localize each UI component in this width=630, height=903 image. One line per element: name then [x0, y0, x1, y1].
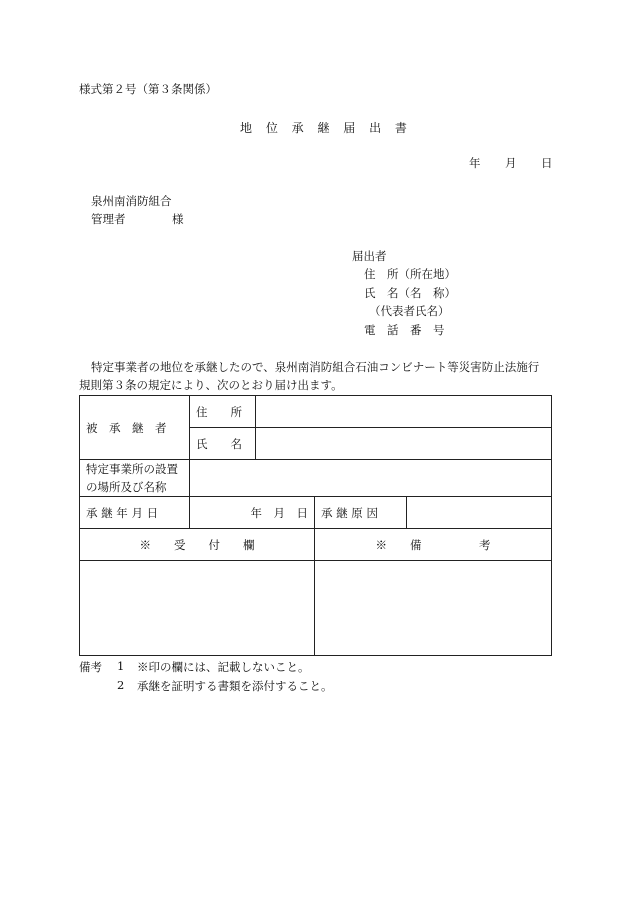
address-label: 住 所	[196, 404, 242, 419]
addressee-honorific: 様	[172, 212, 184, 226]
name-label-cell	[190, 428, 256, 460]
submitter-phone: 電 話 番 号	[364, 323, 445, 337]
succession-date-label: 承 継 年 月 日	[86, 505, 159, 520]
body-text-line1: 特定事業者の地位を承継したので、泉州南消防組合石油コンビナート等災害防止法施行	[91, 360, 540, 374]
succession-form-table	[79, 395, 552, 656]
submitter-name: 氏 名（名 称）	[364, 286, 456, 300]
location-label-line1: 特定事業所の設置	[86, 462, 178, 476]
succession-cause-field[interactable]	[407, 497, 552, 529]
notes-label: 備考	[79, 660, 102, 674]
note-2-text: 承継を証明する書類を添付すること。	[137, 679, 333, 693]
note-2-number: 2	[117, 678, 125, 692]
date-year: 年	[469, 156, 481, 170]
succession-cause-label: 承 継 原 因	[321, 505, 378, 520]
succession-date-label-cell	[80, 497, 190, 529]
body-text-line2: 規則第３条の規定により、次のとおり届け出ます。	[79, 378, 343, 392]
submitter-label: 届出者	[352, 249, 387, 263]
remarks-header: ※ 備 考	[375, 537, 491, 552]
location-label-line2: の場所及び名称	[86, 480, 167, 494]
addressee-org: 泉州南消防組合	[91, 194, 172, 208]
note-1-text: ※印の欄には、記載しないこと。	[137, 660, 310, 674]
predecessor-name-field[interactable]	[256, 428, 552, 460]
note-1-number: 1	[117, 659, 125, 673]
succession-cause-label-cell	[315, 497, 407, 529]
date-month: 月	[505, 156, 517, 170]
name-label: 氏 名	[196, 436, 242, 451]
submitter-address: 住 所（所在地）	[364, 267, 456, 281]
form-id: 様式第２号（第３条関係）	[79, 82, 217, 96]
address-label-cell	[190, 396, 256, 428]
location-label-cell	[80, 460, 190, 497]
reception-field	[80, 561, 315, 656]
location-field[interactable]	[190, 460, 552, 497]
succession-date-suffix: 年 月 日	[250, 505, 308, 520]
reception-header-cell	[80, 529, 315, 561]
predecessor-address-field[interactable]	[256, 396, 552, 428]
addressee-manager: 管理者	[91, 212, 126, 226]
reception-header: ※ 受 付 欄	[139, 537, 255, 552]
predecessor-label: 被 承 継 者	[86, 420, 167, 435]
submitter-representative: （代表者氏名）	[369, 304, 450, 318]
predecessor-label-cell	[80, 396, 190, 460]
remarks-header-cell	[315, 529, 552, 561]
remarks-field	[315, 561, 552, 656]
document-title: 地 位 承 継 届 出 書	[240, 121, 412, 135]
succession-date-field[interactable]	[190, 497, 315, 529]
date-day: 日	[541, 156, 553, 170]
